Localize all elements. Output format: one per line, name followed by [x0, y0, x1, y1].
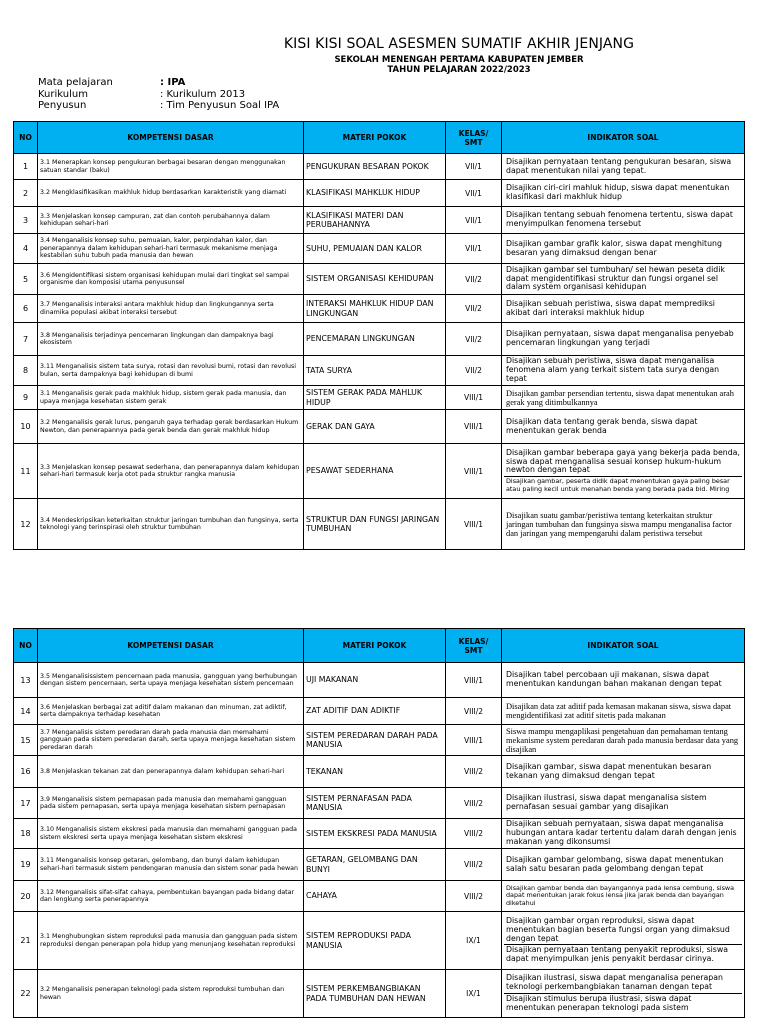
table-header	[14, 122, 745, 154]
col-kelas-smt: KELAS/ SMT	[446, 629, 502, 663]
table-row: 2 3.2 Mengklasifikasikan makhluk hidup berdasarkan karakteristik yang diamati KLASIFIKASI MAHKLUK HIDUP VII/1 Disajikan ciri-ciri mahluk hidup, siswa dapat menentukan klasifikasi dari makhluk hidup	[14, 180, 745, 207]
table-row: 4 3.4 Menganalisis konsep suhu, pemuaian, kalor, perpindahan kalor, dan penerapannya dalam kehidupan sehari-hari termasuk mekanisme menjaga kestabilan suhu tubuh pada manusia dan hewan SUHU, PEMUAIAN DAN KALOR VII/1 Disajikan gambar grafik kalor, siswa dapat menghitung besaran yang dimaksud dengan benar	[14, 234, 745, 264]
table-row: 22 3.2 Menganalisis penerapan teknologi pada sistem reproduksi tumbuhan dan hewan SISTEM PERKEMBANGBIAKAN PADA TUMBUHAN DAN HEWAN IX/1 Disajikan ilustrasi, siswa dapat menganalisa penerapan teknologi perkembangbiakan tanaman dengan tepat Disajikan stimulus berupa ilustrasi, siswa dapat menentukan penerapan teknologi pada sistem	[14, 970, 745, 1018]
col-materi-pokok: MATERI POKOK	[304, 629, 446, 663]
table-header	[14, 629, 745, 663]
document-title: KISI KISI SOAL ASESMEN SUMATIF AKHIR JENJANG	[283, 36, 635, 52]
col-kompetensi-dasar: KOMPETENSI DASAR	[38, 629, 304, 663]
meta-subject: Mata pelajaran : IPA	[38, 77, 186, 88]
table-row: 9 3.1 Menganalisis gerak pada makhluk hidup, sistem gerak pada manusia, dan upaya menjaga kesehatan sistem gerak SISTEM GERAK PADA MAHLUK HIDUP VIII/1 Disajikan gambar persendian tertentu, siswa dapat menentukan arah gerak yang ditimbulkannya	[14, 386, 745, 410]
table-row: 3 3.3 Menjelaskan konsep campuran, zat dan contoh perubahannya dalam kehidupan sehari-hari KLASIFIKASI MATERI DAN PERUBAHANNYA VII/1 Disajikan tentang sebuah fenomena tertentu, siswa dapat menyimpulkan fenomena tersebut	[14, 207, 745, 234]
kisi-table-2	[13, 628, 745, 1018]
col-kelas-smt: KELAS/ SMT	[446, 122, 502, 154]
table-row: 12 3.4 Mendeskripsikan keterkaitan struktur jaringan tumbuhan dan fungsinya, serta teknologi yang terinspirasi oleh struktur tumbuhan STRUKTUR DAN FUNGSI JARINGAN TUMBUHAN VIII/1 Disajikan suatu gambar/peristiwa tentang keterkaitan struktur jaringan tumbuhan dan fungsinya siswa mampu menganalisa factor dan jaringan yang mempengaruhi dalam peristiwa tersebut	[14, 499, 745, 550]
col-no: NO	[14, 629, 38, 663]
meta-author: Penyusun : Tim Penyusun Soal IPA	[38, 100, 280, 111]
meta-curriculum: Kurikulum : Kurikulum 2013	[38, 88, 246, 100]
table-row: 13 3.5 Menganalisissistem pencernaan pada manusia, gangguan yang berhubungan dengan sistem pencernaan, serta upaya menjaga kesehatan sistem pencernaan UJI MAKANAN VIII/1 Disajikan tabel percobaan uji makanan, siswa dapat menentukan kandungan bahan makanan dengan tepat	[14, 663, 745, 698]
table-row: 10 3.2 Menganalisis gerak lurus, pengaruh gaya terhadap gerak berdasarkan Hukum Newton, dan penerapannya pada gerak benda dan gerak makhluk hidup GERAK DAN GAYA VIII/1 Disajikan data tentang gerak benda, siswa dapat menentukan gerak benda	[14, 410, 745, 444]
table-row: 8 3.11 Menganalisis sistem tata surya, rotasi dan revolusi bumi, rotasi dan revolusi bulan, serta dampaknya bagi kehidupan di bumi TATA SURYA VII/2 Disajikan sebuah peristiwa, siswa dapat menganalisa fenomena alam yang terkait sistem tata surya dengan tepat	[14, 356, 745, 386]
table-row: 18 3.10 Menganalisis sistem ekskresi pada manusia dan memahami gangguan pada sistem ekskresi serta upaya menjaga kesehatan sistem ekskresi SISTEM EKSKRESI PADA MANUSIA VIII/2 Disajikan sebuah pernyataan, siswa dapat menganalisa hubungan antara kadar tertentu dalam darah dengan jenis makanan yang dikonsumsi	[14, 819, 745, 849]
table-row: 14 3.6 Menjelaskan berbagai zat aditif dalam makanan dan minuman, zat adiktif, serta dampaknya terhadap kesehatan ZAT ADITIF DAN ADIKTIF VIII/2 Disajikan data zat aditif pada kemasan makanan siswa, siswa dapat mengidentifikasi zat aditif sitetis pada makanan	[14, 698, 745, 725]
document-meta	[38, 77, 279, 112]
col-no: NO	[14, 122, 38, 154]
table-row: 6 3.7 Menganalisis interaksi antara makhluk hidup dan lingkungannya serta dinamika populasi akibat interaksi tersebut INTERAKSI MAHKLUK HIDUP DAN LINGKUNGAN VII/2 Disajikan sebuah peristiwa, siswa dapat memprediksi akibat dari interaksi makhluk hidup	[14, 295, 745, 323]
col-kompetensi-dasar: KOMPETENSI DASAR	[38, 122, 304, 154]
table-row: 19 3.11 Menganalisis konsep getaran, gelombang, dan bunyi dalam kehidupan sehari-hari termasuk sistem pendengaran manusia dan sistem sonar pada hewan GETARAN, GELOMBANG DAN BUNYI VIII/2 Disajikan gambar gelombang, siswa dapat menentukan salah satu besaran pada gelombang dengan tepat	[14, 849, 745, 881]
table-row: 11 3.3 Menjelaskan konsep pesawat sederhana, dan penerapannya dalam kehidupan sehari-hari termasuk kerja otot pada struktur rangka manusia PESAWAT SEDERHANA VIII/1 Disajikan gambar beberapa gaya yang bekerja pada benda, siswa dapat menganalisa sesuai konsep hukum-hukum newton dengan tepat Disajikan gambar, peserta didik dapat menentukan gaya paling besar atau paling kecil untuk menahan benda yang berada pada bid. Miring	[14, 444, 745, 499]
col-indikator-soal: INDIKATOR SOAL	[502, 122, 745, 154]
table-row: 7 3.8 Menganalisis terjadinya pencemaran lingkungan dan dampaknya bagi ekosistem PENCEMARAN LINGKUNGAN VII/2 Disajikan pernyataan, siswa dapat menganalisa penyebab pencemaran lingkungan yang terjadi	[14, 323, 745, 356]
table-row: 1 3.1 Menerapkan konsep pengukuran berbagai besaran dengan menggunakan satuan standar (baku) PENGUKURAN BESARAN POKOK VII/1 Disajikan pernyataan tentang pengukuran besaran, siswa dapat menentukan nilai yang tepat.	[14, 154, 745, 180]
table-row: 20 3.12 Menganalisis sifat-sifat cahaya, pembentukan bayangan pada bidang datar dan lengkung serta penerapannya CAHAYA VIII/2 Disajikan gambar benda dan bayangannya pada lensa cembung, siswa dapat menentukan jarak fokus lensa jika jarak benda dan bayangan diketahui	[14, 881, 745, 912]
table-row: 5 3.6 Mengidentifikasi sistem organisasi kehidupan mulai dari tingkat sel sampai organisme dan komposisi utama penyusunsel SISTEM ORGANISASI KEHIDUPAN VII/2 Disajikan gambar sel tumbuhan/ sel hewan peseta didik dapat mengidentifikasi struktur dan fungsi organel sel dalam system organisasi kehidupan	[14, 264, 745, 295]
school-year: TAHUN PELAJARAN 2022/2023	[387, 65, 531, 75]
table-row: 16 3.8 Menjelaskan tekanan zat dan penerapannya dalam kehidupan sehari-hari TEKANAN VIII/2 Disajikan gambar, siswa dapat menentukan besaran tekanan yang dimaksud dengan tepat	[14, 756, 745, 788]
kisi-table-1	[13, 121, 745, 550]
table-row: 15 3.7 Menganalisis sistem peredaran darah pada manusia dan memahami gangguan pada sistem peredaran darah, serta upaya menjaga kesehatan sistem peredaran darah SISTEM PEREDARAN DARAH PADA MANUSIA VIII/1 Siswa mampu mengaplikasi pengetahuan dan pemahaman tentang mekanisme system peredaran darah pada manusia berdasar data yang disajikan	[14, 725, 745, 756]
table-row: 21 3.1 Menghubungkan sistem reproduksi pada manusia dan gangguan pada sistem reproduksi dengan penerapan pola hidup yang menunjang kesehatan reproduksi SISTEM REPRODUKSI PADA MANUSIA IX/1 Disajikan gambar organ reproduksi, siswa dapat menentukan bagian beserta fungsi organ yang dimaksud dengan tepat Disajikan pernyataan tentang penyakit reproduksi, siswa dapat menyimpulkan jenis penyakit berdasar cirinya.	[14, 912, 745, 970]
table-row: 17 3.9 Menganalisis sistem pernapasan pada manusia dan memahami gangguan pada sistem pernapasan, serta upaya menjaga kesehatan sistem pernapasan SISTEM PERNAFASAN PADA MANUSIA VIII/2 Disajikan ilustrasi, siswa dapat menganalisa sistem pernafasan sesuai gambar yang disajikan	[14, 788, 745, 819]
col-materi-pokok: MATERI POKOK	[304, 122, 446, 154]
col-indikator-soal: INDIKATOR SOAL	[502, 629, 745, 663]
school-name: SEKOLAH MENENGAH PERTAMA KABUPATEN JEMBER	[334, 55, 584, 65]
